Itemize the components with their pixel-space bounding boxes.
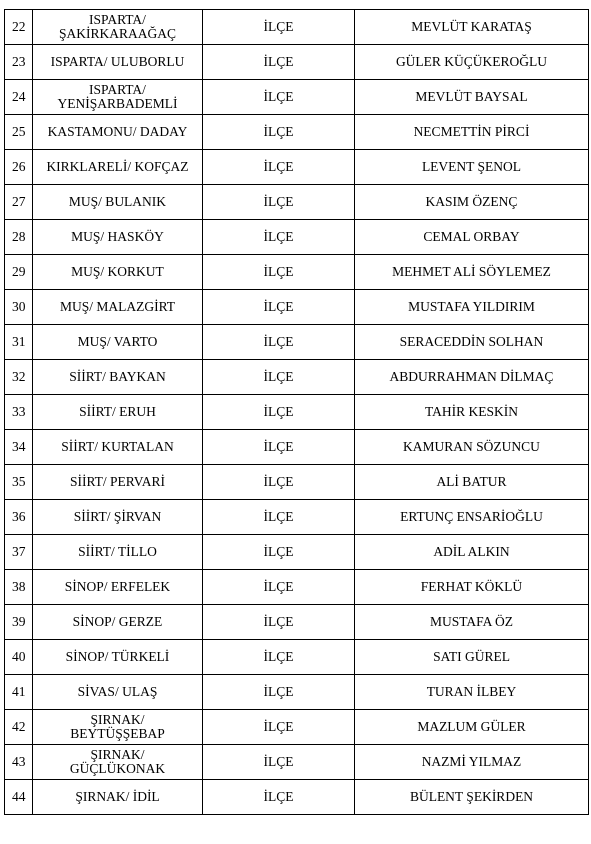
election-type-cell: İLÇE [203, 640, 355, 675]
province-district-line: ŞIRNAK/ İDİL [75, 789, 160, 804]
candidate-name-cell: MEVLÜT BAYSAL [355, 80, 589, 115]
table-row [5, 45, 589, 80]
province-district-cell [33, 255, 203, 290]
candidate-name-cell: CEMAL ORBAY [355, 220, 589, 255]
candidate-name-cell: MEHMET ALİ SÖYLEMEZ [355, 255, 589, 290]
table-row [5, 780, 589, 815]
province-district-line: SİİRT/ ŞİRVAN [73, 509, 162, 524]
election-type-cell: İLÇE [203, 290, 355, 325]
table-row [5, 325, 589, 360]
province-district-cell [33, 10, 203, 45]
table-row [5, 430, 589, 465]
province-district-cell [33, 745, 203, 780]
province-district-line: ISPARTA/ [89, 82, 146, 97]
candidate-name-cell: MUSTAFA YILDIRIM [355, 290, 589, 325]
table-row [5, 10, 589, 45]
election-type-cell: İLÇE [203, 325, 355, 360]
table-row [5, 395, 589, 430]
candidate-name-cell: ABDURRAHMAN DİLMAÇ [355, 360, 589, 395]
province-district-line: MUŞ/ VARTO [77, 334, 158, 349]
table-row [5, 500, 589, 535]
province-district-cell [33, 150, 203, 185]
province-district-cell [33, 675, 203, 710]
candidate-name-cell: TAHİR KESKİN [355, 395, 589, 430]
province-district-line: SİİRT/ TİLLO [78, 544, 157, 559]
table-row [5, 745, 589, 780]
row-number-cell: 22 [5, 10, 33, 45]
table-row [5, 290, 589, 325]
candidate-name-cell: BÜLENT ŞEKİRDEN [355, 780, 589, 815]
province-district-cell [33, 80, 203, 115]
election-type-cell: İLÇE [203, 150, 355, 185]
table-row [5, 185, 589, 220]
province-district-line: MUŞ/ BULANIK [68, 194, 167, 209]
province-district-line: SİNOP/ TÜRKELİ [65, 649, 170, 664]
candidate-name-cell: GÜLER KÜÇÜKEROĞLU [355, 45, 589, 80]
election-type-cell: İLÇE [203, 605, 355, 640]
province-district-line: ŞAKİRKARAAĞAÇ [58, 26, 176, 41]
province-district-line: YENİŞARBADEMLİ [57, 96, 178, 111]
province-district-cell [33, 395, 203, 430]
election-type-cell: İLÇE [203, 570, 355, 605]
province-district-line: SİNOP/ GERZE [72, 614, 163, 629]
province-district-line: BEYTÜŞŞEBAP [70, 726, 165, 741]
table-row [5, 570, 589, 605]
province-district-cell [33, 535, 203, 570]
province-district-cell [33, 570, 203, 605]
row-number-cell: 41 [5, 675, 33, 710]
province-district-line: KIRKLARELİ/ KOFÇAZ [46, 159, 189, 174]
election-type-cell: İLÇE [203, 675, 355, 710]
province-district-cell [33, 220, 203, 255]
province-district-line: SİNOP/ ERFELEK [64, 579, 171, 594]
election-type-cell: İLÇE [203, 185, 355, 220]
province-district-line: MUŞ/ HASKÖY [71, 229, 164, 244]
row-number-cell: 26 [5, 150, 33, 185]
table-row [5, 710, 589, 745]
province-district-line: MUŞ/ KORKUT [71, 264, 164, 279]
table-row [5, 360, 589, 395]
province-district-cell [33, 115, 203, 150]
election-type-cell: İLÇE [203, 430, 355, 465]
province-district-cell [33, 290, 203, 325]
election-type-cell: İLÇE [203, 780, 355, 815]
province-district-cell [33, 605, 203, 640]
election-type-cell: İLÇE [203, 115, 355, 150]
province-district-cell [33, 45, 203, 80]
province-district-line: GÜÇLÜKONAK [69, 761, 166, 776]
candidate-name-cell: TURAN İLBEY [355, 675, 589, 710]
table-row [5, 465, 589, 500]
province-district-cell [33, 710, 203, 745]
candidate-name-cell: MUSTAFA ÖZ [355, 605, 589, 640]
row-number-cell: 36 [5, 500, 33, 535]
candidate-name-cell: KASIM ÖZENÇ [355, 185, 589, 220]
table-row [5, 115, 589, 150]
election-type-cell: İLÇE [203, 710, 355, 745]
table-row [5, 675, 589, 710]
row-number-cell: 30 [5, 290, 33, 325]
row-number-cell: 40 [5, 640, 33, 675]
table-body [5, 10, 589, 815]
row-number-cell: 31 [5, 325, 33, 360]
province-district-cell [33, 185, 203, 220]
row-number-cell: 24 [5, 80, 33, 115]
province-district-cell [33, 780, 203, 815]
row-number-cell: 33 [5, 395, 33, 430]
candidate-name-cell: NECMETTİN PİRCİ [355, 115, 589, 150]
election-type-cell: İLÇE [203, 80, 355, 115]
province-district-line: SİİRT/ KURTALAN [61, 439, 174, 454]
candidate-name-cell: KAMURAN SÖZUNCU [355, 430, 589, 465]
row-number-cell: 43 [5, 745, 33, 780]
province-district-line: SİİRT/ PERVARİ [69, 474, 165, 489]
election-type-cell: İLÇE [203, 255, 355, 290]
candidate-name-cell: MEVLÜT KARATAŞ [355, 10, 589, 45]
row-number-cell: 23 [5, 45, 33, 80]
table-row [5, 220, 589, 255]
election-type-cell: İLÇE [203, 535, 355, 570]
table-row [5, 80, 589, 115]
province-district-line: SİVAS/ ULAŞ [77, 684, 158, 699]
province-district-cell [33, 640, 203, 675]
candidate-name-cell: SERACEDDİN SOLHAN [355, 325, 589, 360]
row-number-cell: 27 [5, 185, 33, 220]
row-number-cell: 42 [5, 710, 33, 745]
election-type-cell: İLÇE [203, 395, 355, 430]
row-number-cell: 34 [5, 430, 33, 465]
row-number-cell: 44 [5, 780, 33, 815]
candidate-name-cell: SATI GÜREL [355, 640, 589, 675]
table-row [5, 640, 589, 675]
candidate-name-cell: LEVENT ŞENOL [355, 150, 589, 185]
province-district-line: KASTAMONU/ DADAY [47, 124, 188, 139]
province-district-line: ŞIRNAK/ [90, 712, 145, 727]
table-row [5, 150, 589, 185]
election-type-cell: İLÇE [203, 10, 355, 45]
row-number-cell: 29 [5, 255, 33, 290]
province-district-cell [33, 465, 203, 500]
table-row [5, 255, 589, 290]
province-district-line: SİİRT/ BAYKAN [69, 369, 166, 384]
election-type-cell: İLÇE [203, 220, 355, 255]
row-number-cell: 28 [5, 220, 33, 255]
province-district-cell [33, 325, 203, 360]
row-number-cell: 38 [5, 570, 33, 605]
row-number-cell: 39 [5, 605, 33, 640]
election-type-cell: İLÇE [203, 465, 355, 500]
candidate-name-cell: ADİL ALKIN [355, 535, 589, 570]
election-type-cell: İLÇE [203, 500, 355, 535]
province-district-cell [33, 360, 203, 395]
election-type-cell: İLÇE [203, 745, 355, 780]
province-district-line: MUŞ/ MALAZGİRT [59, 299, 176, 314]
candidate-table [4, 9, 589, 815]
row-number-cell: 25 [5, 115, 33, 150]
province-district-cell [33, 500, 203, 535]
candidate-name-cell: ERTUNÇ ENSARİOĞLU [355, 500, 589, 535]
province-district-line: SİİRT/ ERUH [79, 404, 156, 419]
row-number-cell: 37 [5, 535, 33, 570]
candidate-name-cell: ALİ BATUR [355, 465, 589, 500]
candidate-name-cell: NAZMİ YILMAZ [355, 745, 589, 780]
candidate-name-cell: MAZLUM GÜLER [355, 710, 589, 745]
province-district-line: ISPARTA/ ULUBORLU [50, 54, 185, 69]
election-type-cell: İLÇE [203, 360, 355, 395]
province-district-line: ŞIRNAK/ [90, 747, 145, 762]
row-number-cell: 32 [5, 360, 33, 395]
table-row [5, 535, 589, 570]
province-district-line: ISPARTA/ [89, 12, 146, 27]
province-district-cell [33, 430, 203, 465]
row-number-cell: 35 [5, 465, 33, 500]
election-type-cell: İLÇE [203, 45, 355, 80]
candidate-name-cell: FERHAT KÖKLÜ [355, 570, 589, 605]
table-row [5, 605, 589, 640]
